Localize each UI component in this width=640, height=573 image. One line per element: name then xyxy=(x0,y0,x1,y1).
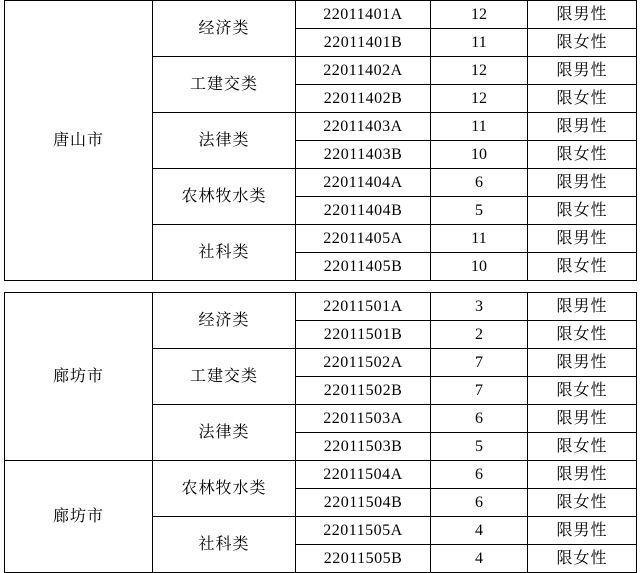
category-cell: 农林牧水类 xyxy=(153,461,296,517)
code-cell: 22011402B xyxy=(296,85,431,113)
count-cell: 12 xyxy=(431,57,528,85)
code-cell: 22011501B xyxy=(296,321,431,349)
count-cell: 5 xyxy=(431,433,528,461)
gender-cell: 限女性 xyxy=(528,489,637,517)
code-cell: 22011403B xyxy=(296,141,431,169)
count-cell: 6 xyxy=(431,461,528,489)
code-cell: 22011404B xyxy=(296,197,431,225)
code-cell: 22011401A xyxy=(296,1,431,29)
code-cell: 22011502A xyxy=(296,349,431,377)
count-cell: 11 xyxy=(431,29,528,57)
block-separator xyxy=(0,281,640,292)
category-cell: 农林牧水类 xyxy=(153,169,296,225)
count-cell: 11 xyxy=(431,113,528,141)
table-row xyxy=(5,1,637,29)
count-cell: 5 xyxy=(431,197,528,225)
count-cell: 7 xyxy=(431,377,528,405)
code-cell: 22011405A xyxy=(296,225,431,253)
gender-cell: 限女性 xyxy=(528,377,637,405)
region-block-langfang xyxy=(4,292,637,573)
category-cell: 工建交类 xyxy=(153,349,296,405)
code-cell: 22011404A xyxy=(296,169,431,197)
category-cell: 社科类 xyxy=(153,517,296,573)
code-cell: 22011503A xyxy=(296,405,431,433)
gender-cell: 限女性 xyxy=(528,545,637,573)
gender-cell: 限女性 xyxy=(528,197,637,225)
table-row xyxy=(5,461,637,489)
gender-cell: 限男性 xyxy=(528,113,637,141)
gender-cell: 限女性 xyxy=(528,253,637,281)
gender-cell: 限男性 xyxy=(528,1,637,29)
count-cell: 12 xyxy=(431,1,528,29)
gender-cell: 限女性 xyxy=(528,29,637,57)
count-cell: 6 xyxy=(431,169,528,197)
gender-cell: 限女性 xyxy=(528,433,637,461)
code-cell: 22011505B xyxy=(296,545,431,573)
code-cell: 22011503B xyxy=(296,433,431,461)
code-cell: 22011501A xyxy=(296,293,431,321)
category-cell: 社科类 xyxy=(153,225,296,281)
region-cell: 廊坊市 xyxy=(5,461,153,573)
table-row xyxy=(5,293,637,321)
category-cell: 经济类 xyxy=(153,293,296,349)
gender-cell: 限男性 xyxy=(528,169,637,197)
gender-cell: 限男性 xyxy=(528,461,637,489)
category-cell: 法律类 xyxy=(153,113,296,169)
code-cell: 22011504B xyxy=(296,489,431,517)
category-cell: 工建交类 xyxy=(153,57,296,113)
region-cell: 唐山市 xyxy=(5,1,153,281)
region-block-tangshan xyxy=(4,0,637,281)
gender-cell: 限男性 xyxy=(528,517,637,545)
count-cell: 4 xyxy=(431,517,528,545)
gender-cell: 限男性 xyxy=(528,349,637,377)
gender-cell: 限女性 xyxy=(528,321,637,349)
count-cell: 11 xyxy=(431,225,528,253)
gender-cell: 限男性 xyxy=(528,225,637,253)
category-cell: 经济类 xyxy=(153,1,296,57)
count-cell: 10 xyxy=(431,141,528,169)
count-cell: 4 xyxy=(431,545,528,573)
count-cell: 6 xyxy=(431,489,528,517)
gender-cell: 限女性 xyxy=(528,141,637,169)
count-cell: 6 xyxy=(431,405,528,433)
count-cell: 12 xyxy=(431,85,528,113)
code-cell: 22011504A xyxy=(296,461,431,489)
region-cell: 廊坊市 xyxy=(5,293,153,461)
count-cell: 3 xyxy=(431,293,528,321)
count-cell: 7 xyxy=(431,349,528,377)
code-cell: 22011402A xyxy=(296,57,431,85)
category-cell: 法律类 xyxy=(153,405,296,461)
code-cell: 22011405B xyxy=(296,253,431,281)
count-cell: 2 xyxy=(431,321,528,349)
code-cell: 22011401B xyxy=(296,29,431,57)
gender-cell: 限女性 xyxy=(528,85,637,113)
count-cell: 10 xyxy=(431,253,528,281)
code-cell: 22011403A xyxy=(296,113,431,141)
code-cell: 22011502B xyxy=(296,377,431,405)
code-cell: 22011505A xyxy=(296,517,431,545)
gender-cell: 限男性 xyxy=(528,405,637,433)
gender-cell: 限男性 xyxy=(528,57,637,85)
gender-cell: 限男性 xyxy=(528,293,637,321)
